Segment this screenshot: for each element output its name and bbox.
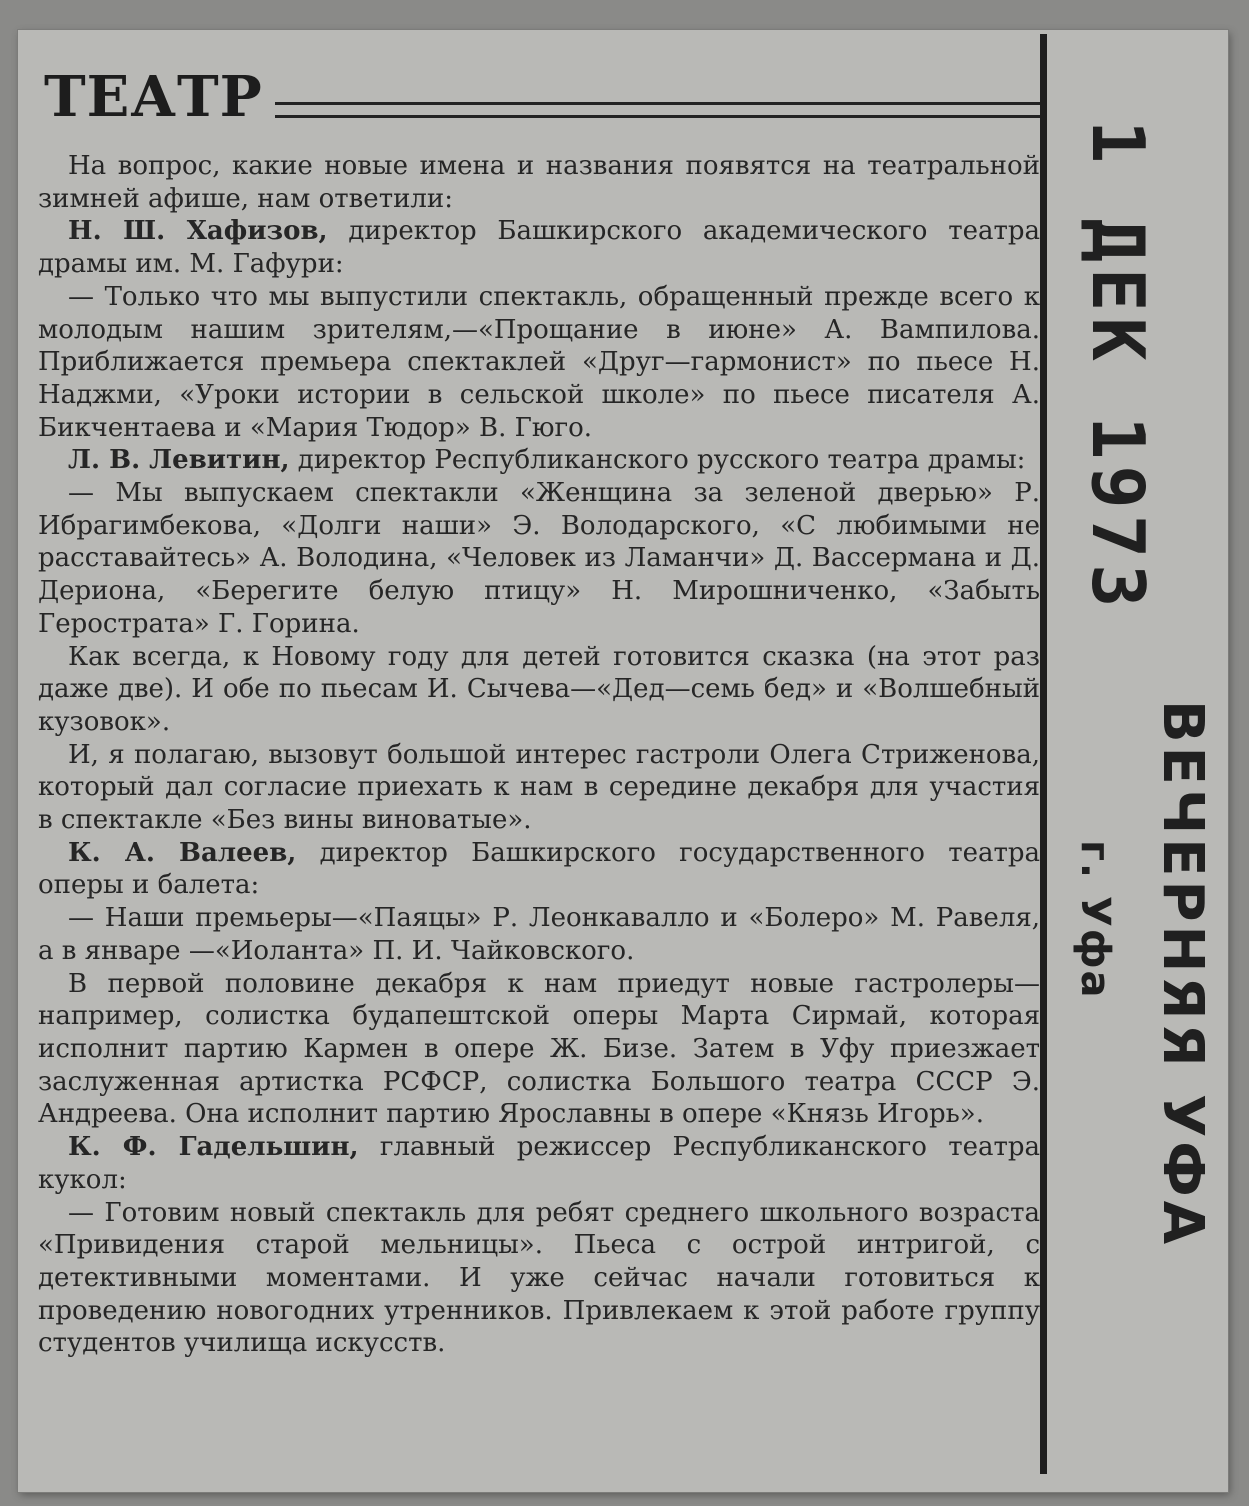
paragraph-text: главный режиссер Республиканского театра кукол: xyxy=(38,1132,1041,1195)
speaker-name: Л. В. Левитин, xyxy=(68,445,290,476)
newspaper-name-stamp: ВЕЧЕРНЯЯ УФА xyxy=(1150,700,1215,1249)
article-body xyxy=(38,150,1040,1360)
headline-rules xyxy=(275,92,1040,118)
article-paragraph xyxy=(38,477,1040,641)
article-paragraph xyxy=(38,215,1040,280)
paragraph-text: — Только что мы выпустили спектакль, обращенный прежде всего к молодым нашим зрителям,—«Прощание в июне» А. Вампилова. Приближается премьера спектаклей «Друг—гармонист» по пьесе Н. Наджми, «Уроки истории в сельской школе» по пьесе писателя А. Бикчентаева и «Мария Тюдор» В. Гюго. xyxy=(38,281,1040,443)
paragraph-text: директор Республиканского русского театра драмы: xyxy=(289,445,1026,476)
speaker-name: К. А. Валеев, xyxy=(68,837,297,868)
article-paragraph xyxy=(38,281,1040,445)
headline: ТЕАТР xyxy=(44,64,263,130)
article-paragraph xyxy=(38,837,1040,902)
article-paragraph xyxy=(38,739,1040,837)
paragraph-text: И, я полагаю, вызовут большой интерес гастроли Олега Стриженова, который дал согласие приехать к нам в середине декабря для участия в спектакле «Без вины виноватые». xyxy=(38,739,1040,836)
article-paragraph xyxy=(38,1131,1040,1196)
article xyxy=(38,58,1040,1360)
city-stamp: г. Уфа xyxy=(1072,840,1118,1000)
paragraph-text: На вопрос, какие новые имена и названия появятся на театральной зимней афише, нам ответили: xyxy=(38,151,1040,214)
paragraph-text: — Мы выпускаем спектакли «Женщина за зеленой дверью» Р. Ибрагимбекова, «Долги наши» Э. Володарского, «С любимыми не расставайтесь» А. Володина, «Человек из Ламанчи» Д. Вассермана и Д. Дериона, «Берегите белую птицу» Н. Мирошниченко, «Забыть Герострата» Г. Горина. xyxy=(38,478,1040,639)
headline-row xyxy=(38,58,1040,128)
paragraph-text: Как всегда, к Новому году для детей готовится сказка (на этот раз даже две). И обе по пьесам И. Сычева—«Дед—семь бед» и «Волшебный кузовок». xyxy=(38,641,1040,737)
article-paragraph xyxy=(38,968,1040,1132)
paragraph-text: — Наши премьеры—«Паяцы» Р. Леонкавалло и «Болеро» М. Равеля, а в январе —«Иоланта» П. И. Чайковского. xyxy=(38,903,1040,966)
speaker-name: К. Ф. Гадельшин, xyxy=(68,1132,359,1163)
article-paragraph xyxy=(38,444,1040,477)
paragraph-text: В первой половине декабря к нам приедут новые гастролеры—например, солистка будапештской оперы Марта Сирмай, которая исполнит партию Кармен в опере Ж. Бизе. Затем в Уфу приезжает заслуженная артистка РСФСР, солистка Большого театра СССР Э. Андреева. Она исполнит партию Ярославны в опере «Князь Игорь». xyxy=(38,968,1040,1130)
speaker-name: Н. Ш. Хафизов, xyxy=(68,216,328,247)
paragraph-text: — Готовим новый спектакль для ребят среднего школьного возраста «Привидения старой мельницы». Пьеса с острой интригой, с детективными моментами. И уже сейчас начали готовиться к проведению новогодних утренников. Привлекаем к этой работе группу студентов училища искусств. xyxy=(38,1197,1040,1359)
article-paragraph xyxy=(38,641,1040,739)
article-paragraph xyxy=(38,902,1040,967)
article-paragraph xyxy=(38,150,1040,215)
date-stamp: 1 ДЕК 1973 xyxy=(1076,120,1160,614)
column-divider xyxy=(1040,34,1047,1474)
article-paragraph xyxy=(38,1197,1040,1361)
paragraph-text: директор Башкирского академического театра драмы им. М. Гафури: xyxy=(38,216,1040,280)
paragraph-text: директор Башкирского государственного театра оперы и балета: xyxy=(38,837,1040,901)
